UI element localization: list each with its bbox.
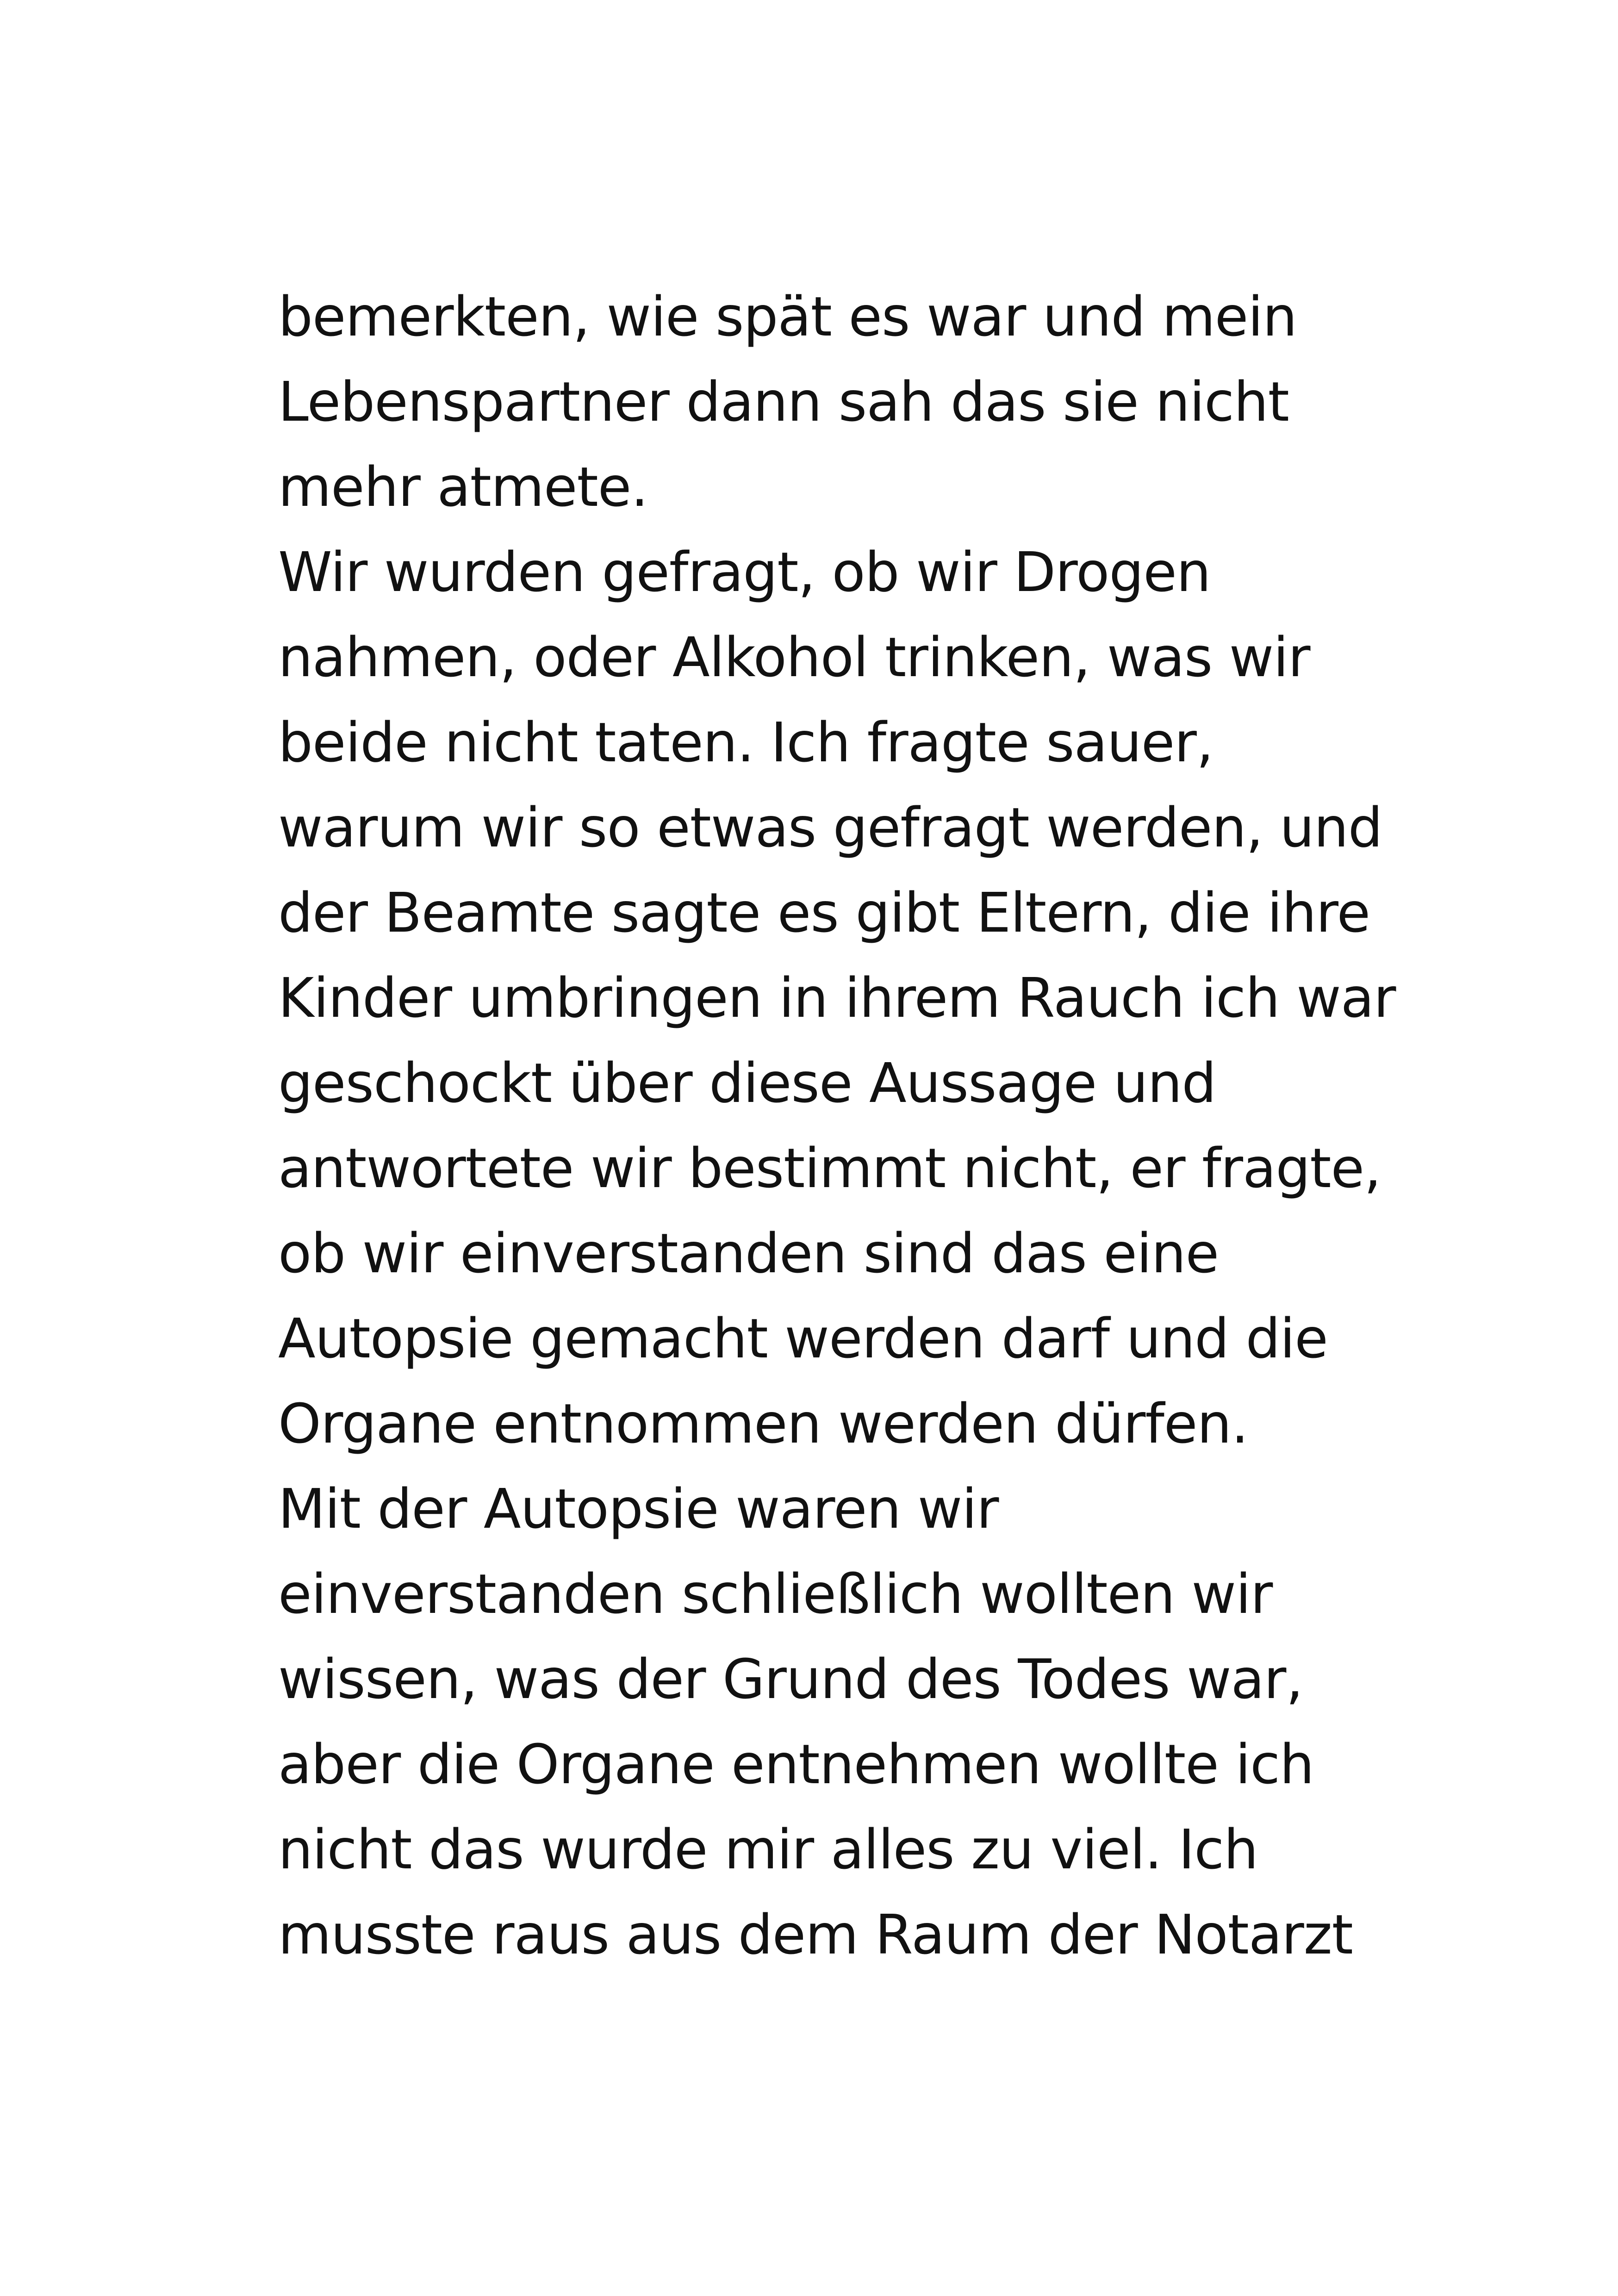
text-line: nahmen, oder Alkohol trinken, was wir	[278, 625, 1310, 689]
text-line: Autopsie gemacht werden darf und die	[278, 1307, 1328, 1370]
text-line: nicht das wurde mir alles zu viel. Ich	[278, 1817, 1258, 1881]
text-line: mehr atmete.	[278, 455, 648, 519]
text-line: der Beamte sagte es gibt Eltern, die ihre	[278, 881, 1370, 945]
text-line: Kinder umbringen in ihrem Rauch ich war	[278, 966, 1396, 1030]
text-line: wissen, was der Grund des Todes war,	[278, 1647, 1303, 1711]
text-line: geschockt über diese Aussage und	[278, 1051, 1216, 1115]
text-line: einverstanden schließlich wollten wir	[278, 1562, 1273, 1626]
body-text	[278, 274, 1435, 1977]
text-line: ob wir einverstanden sind das eine	[278, 1221, 1219, 1285]
text-line: Lebenspartner dann sah das sie nicht	[278, 370, 1289, 434]
text-line: antwortete wir bestimmt nicht, er fragte,	[278, 1136, 1381, 1200]
text-line: aber die Organe entnehmen wollte ich	[278, 1732, 1314, 1796]
text-line: beide nicht taten. Ich fragte sauer,	[278, 710, 1214, 774]
text-line: Organe entnommen werden dürfen.	[278, 1392, 1248, 1456]
text-line: bemerkten, wie spät es war und mein	[278, 285, 1297, 348]
text-line: Wir wurden gefragt, ob wir Drogen	[278, 540, 1211, 604]
text-line: musste raus aus dem Raum der Notarzt	[278, 1903, 1353, 1966]
text-line: Mit der Autopsie waren wir	[278, 1477, 999, 1541]
text-line: warum wir so etwas gefragt werden, und	[278, 796, 1382, 859]
